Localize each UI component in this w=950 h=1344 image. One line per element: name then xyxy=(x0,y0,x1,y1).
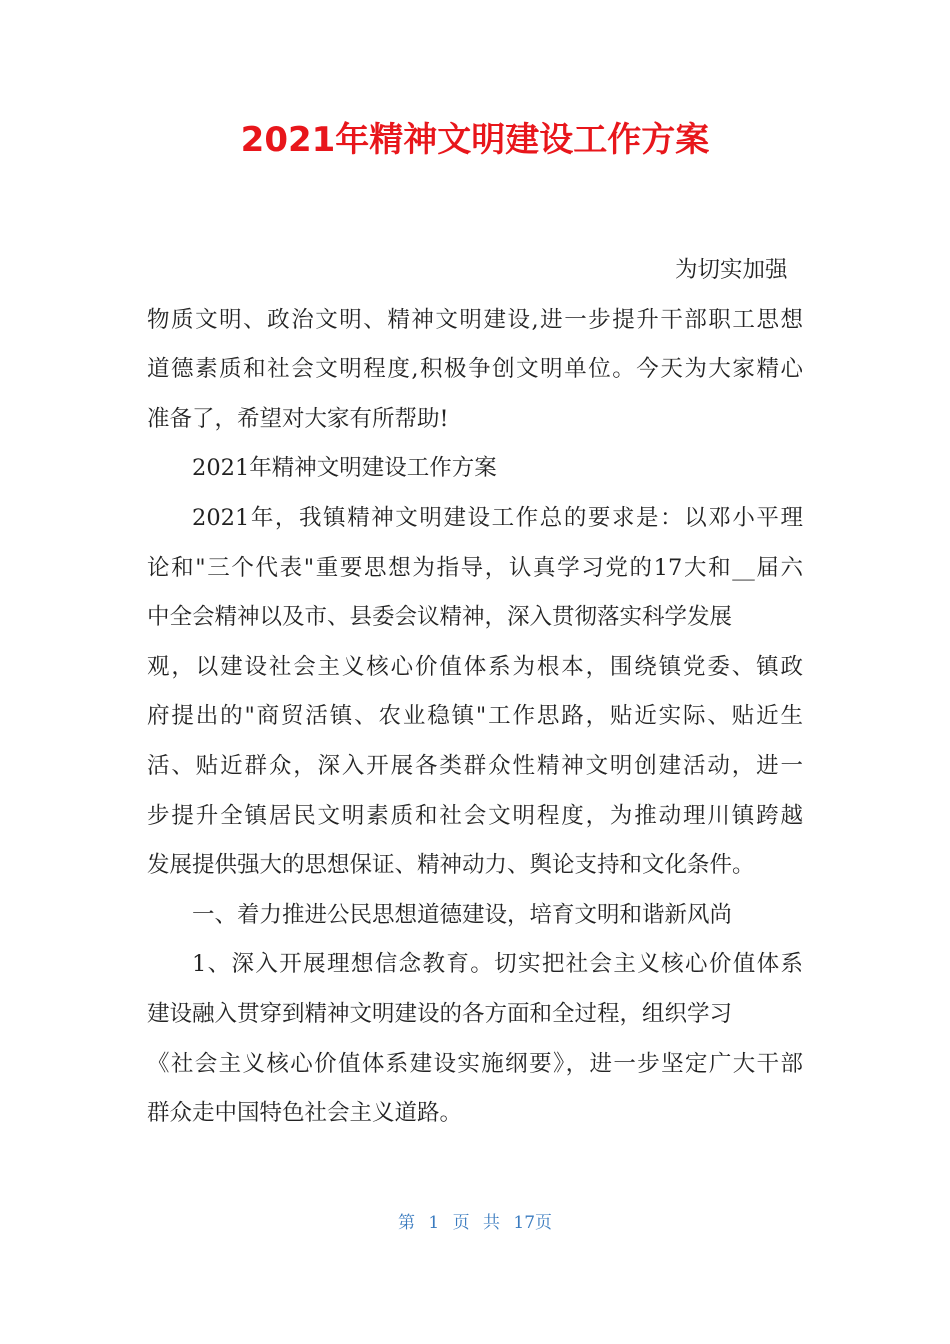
section-heading: 一、着力推进公民思想道德建设，培育文明和谐新风尚 xyxy=(192,901,733,928)
text-line: 群众走中国特色社会主义道路。 xyxy=(147,1100,463,1127)
page-footer xyxy=(0,1208,950,1233)
document-body xyxy=(147,246,803,1139)
text-line: 1、深入开展理想信念教育。切实把社会主义核心价值体系 xyxy=(192,951,803,978)
text-line: 2021年，我镇精神文明建设工作总的要求是：以邓小平理 xyxy=(192,504,803,531)
text-line: 论和"三个代表"重要思想为指导，认真学习党的17大和__届六 xyxy=(147,554,803,581)
text-line: 《社会主义核心价值体系建设实施纲要》，进一步坚定广大干部 xyxy=(147,1050,803,1077)
text-line: 准备了，希望对大家有所帮助! xyxy=(147,405,449,432)
footer-label-di: 第 xyxy=(397,1213,415,1233)
text-line: 发展提供强大的思想保证、精神动力、舆论支持和文化条件。 xyxy=(147,852,755,879)
text-line: 中全会精神以及市、县委会议精神，深入贯彻落实科学发展 xyxy=(147,604,733,631)
footer-page-number: 1 xyxy=(428,1213,440,1233)
text-line: 观，以建设社会主义核心价值体系为根本，围绕镇党委、镇政 xyxy=(147,653,803,680)
document-title: 2021年精神文明建设工作方案 xyxy=(240,120,710,160)
text-line: 府提出的"商贸活镇、农业稳镇"工作思路，贴近实际、贴近生 xyxy=(147,703,803,730)
text-line: 活、贴近群众，深入开展各类群众性精神文明创建活动，进一 xyxy=(147,752,803,779)
text-line: 为切实加强 xyxy=(675,257,788,283)
text-line: 步提升全镇居民文明素质和社会文明程度，为推动理川镇跨越 xyxy=(147,802,803,829)
footer-label-ye: 页 xyxy=(452,1213,470,1233)
text-line: 建设融入贯穿到精神文明建设的各方面和全过程，组织学习 xyxy=(147,1000,733,1027)
section-heading: 2021年精神文明建设工作方案 xyxy=(192,455,497,482)
text-line: 道德素质和社会文明程度,积极争创文明单位。今天为大家精心 xyxy=(147,356,803,383)
footer-label-gong: 共 xyxy=(483,1213,500,1233)
text-line: 物质文明、政治文明、精神文明建设,进一步提升干部职工思想 xyxy=(147,306,803,333)
footer-total-pages: 17页 xyxy=(513,1213,553,1233)
